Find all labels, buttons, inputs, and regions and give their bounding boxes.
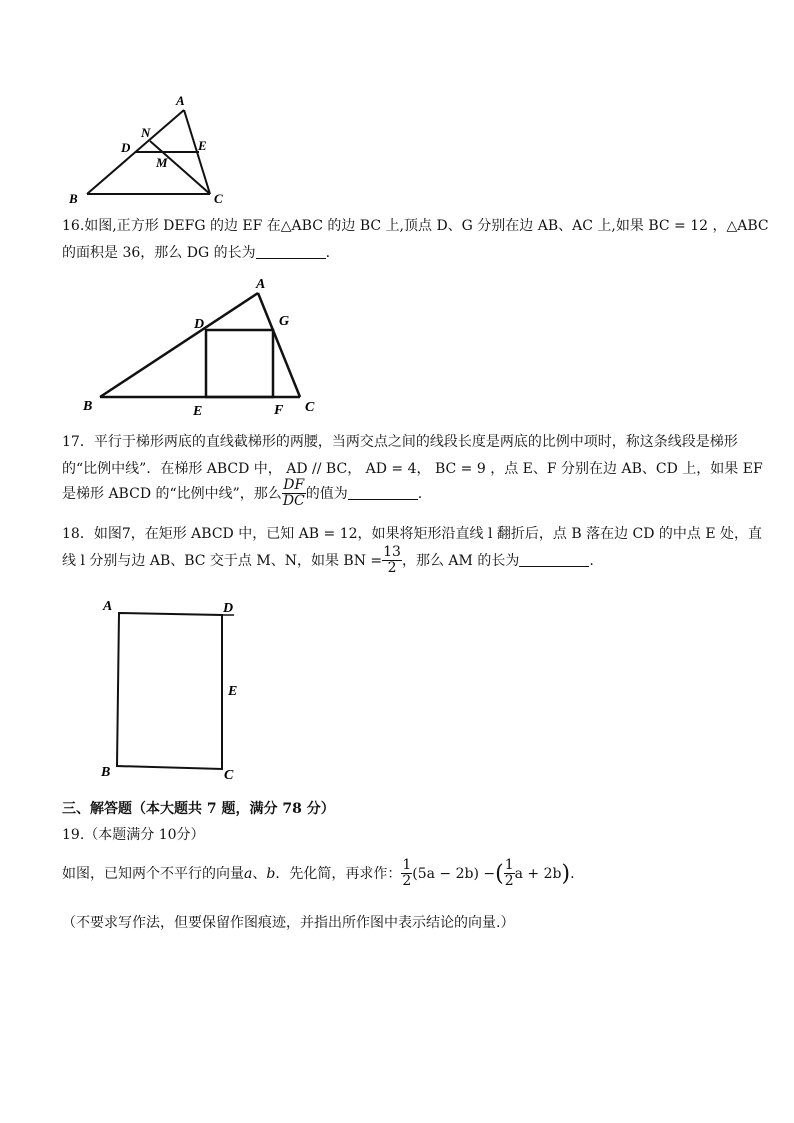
q18-line2-end: .: [589, 552, 594, 569]
label-D: D: [223, 601, 234, 616]
label-B: B: [83, 399, 93, 414]
paren-open: (: [495, 861, 504, 887]
square-DEFG: [206, 330, 273, 397]
q17-line3-post: 的值为: [305, 485, 348, 502]
q17-line1: 17．平行于梯形两底的直线截梯形的两腰，当两交点之间的线段长度是两底的比例中项时，称这条线段是梯形: [62, 434, 738, 450]
q19-line1: 19.（本题满分 10分）: [62, 827, 205, 843]
q18-line2: [62, 545, 594, 577]
q18-line2-post: ，那么 AM 的长为: [401, 552, 520, 569]
label-M: M: [156, 155, 168, 170]
figure-q18-rectangle: [96, 596, 256, 786]
q19-line2-pre: 如图，已知两个不平行的向量: [62, 865, 244, 882]
label-C: C: [305, 400, 315, 415]
vector-a: a: [244, 865, 253, 882]
figure-q15-triangle: [60, 86, 240, 211]
label-C: C: [214, 191, 223, 206]
fraction-numerator: 13: [383, 544, 401, 560]
label-B: B: [101, 765, 111, 780]
label-D: D: [194, 317, 205, 332]
segment-BA: [100, 293, 258, 397]
expression-part1: (5a − 2b) −: [412, 865, 496, 882]
label-B: B: [69, 191, 78, 206]
q17-line3-end: .: [417, 485, 423, 502]
q19-note: （不要求写作法，但要保留作图痕迹，并指出所作图中表示结论的向量.）: [62, 915, 515, 931]
label-G: G: [279, 314, 290, 329]
label-D: D: [121, 140, 131, 155]
label-A: A: [176, 93, 185, 108]
answer-blank: [256, 244, 326, 259]
label-A: A: [103, 599, 113, 614]
q17-line2: 的“比例中线”．在梯形 ABCD 中， AD // BC， AD = 4， BC = 9 ，点 E、F 分别在边 AB、CD 上，如果 EF: [62, 461, 763, 477]
section-heading: 三、解答题（本大题共 7 题，满分 78 分）: [62, 801, 335, 817]
fraction-one-half-2: [504, 858, 515, 890]
fraction-denominator: 2: [504, 873, 514, 890]
q19-line2: [62, 858, 575, 890]
q16-line2-end: .: [325, 245, 331, 261]
fraction-denominator: 2: [402, 873, 412, 890]
label-C: C: [224, 768, 234, 783]
q17-line3-pre: 是梯形 ABCD 的“比例中线”，那么: [62, 485, 282, 502]
answer-blank: [519, 552, 589, 567]
q16-line2: [62, 242, 330, 262]
expression-part2: a + 2b: [514, 865, 562, 882]
paren-close: ): [561, 861, 571, 887]
label-E: E: [198, 138, 207, 153]
label-E: E: [228, 684, 238, 699]
separator: 、: [252, 865, 267, 882]
fraction-numerator: 1: [504, 857, 514, 873]
figure-q16-square-in-triangle: [78, 274, 328, 419]
vector-b: b: [266, 865, 276, 882]
fraction-denominator: DC: [282, 493, 305, 510]
fraction-13-over-2: [382, 545, 402, 577]
label-N: N: [141, 125, 151, 140]
q17-line3: [62, 478, 422, 510]
q18-line1: 18．如图7，在矩形 ABCD 中，已知 AB = 12，如果将矩形沿直线 l 翻折后，点 B 落在边 CD 的中点 E 处，直: [62, 526, 763, 542]
label-E: E: [193, 404, 203, 419]
fraction-one-half: [401, 858, 412, 890]
fraction-numerator: DF: [283, 477, 305, 493]
label-F: F: [274, 403, 284, 418]
q18-line2-pre: 线 l 分别与边 AB、BC 交于点 M、N，如果 BN =: [62, 552, 383, 569]
fraction-denominator: 2: [387, 560, 397, 577]
fraction-numerator: 1: [402, 857, 412, 873]
rectangle-ABCD: [117, 613, 222, 769]
q19-line2-mid: ．先化简，再求作：: [275, 865, 402, 882]
q19-line2-end: .: [570, 865, 575, 882]
q16-line1: 16.如图,正方形 DEFG 的边 EF 在△ABC 的边 BC 上,顶点 D、G 分别在边 AB、AC 上,如果 BC = 12 ，△ABC: [62, 218, 769, 234]
q16-line2-text: 的面积是 36，那么 DG 的长为: [62, 245, 256, 261]
answer-blank: [348, 485, 418, 500]
fraction-DF-over-DC: [282, 478, 306, 510]
label-A: A: [256, 277, 266, 292]
segment-AC: [258, 293, 300, 397]
